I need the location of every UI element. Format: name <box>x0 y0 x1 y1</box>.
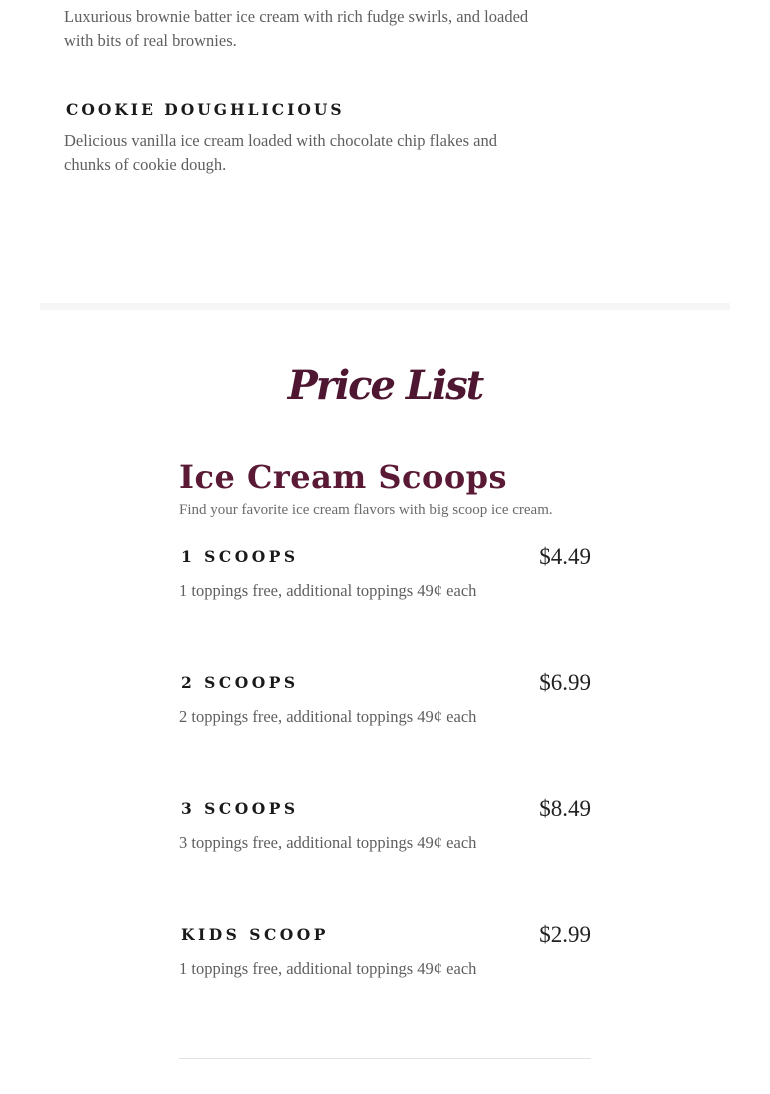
flavor-description: Delicious vanilla ice cream loaded with chocolate chip flakes and chunks of cookie dough. <box>64 131 497 174</box>
price-item-price: $2.99 <box>539 922 591 947</box>
price-item-description: 1 toppings free, additional toppings 49¢ each <box>179 581 477 600</box>
price-item-price: $6.99 <box>539 670 591 695</box>
price-item-price: $8.49 <box>539 796 591 821</box>
section-divider <box>40 303 730 310</box>
price-item-name: 1 SCOOPS <box>181 547 299 566</box>
section-subtitle: Find your favorite ice cream flavors with big scoop ice cream. <box>179 502 553 518</box>
flavor-name: COOKIE DOUGHLICIOUS <box>66 100 345 119</box>
price-item <box>179 922 591 1035</box>
bottom-divider <box>179 1058 591 1059</box>
price-item-description: 3 toppings free, additional toppings 49¢ each <box>179 833 477 852</box>
price-list-title: Price List <box>287 362 483 409</box>
price-item-name: 3 SCOOPS <box>181 799 299 818</box>
price-item <box>179 796 591 909</box>
price-item <box>179 670 591 783</box>
price-item-price: $4.49 <box>539 544 591 569</box>
flavor-description: Luxurious brownie batter ice cream with rich fudge swirls, and loaded with bits of real brownies. <box>64 7 529 50</box>
price-item-name: 2 SCOOPS <box>181 673 299 692</box>
price-item <box>179 544 591 657</box>
price-item-description: 1 toppings free, additional toppings 49¢ each <box>179 959 477 978</box>
price-item-description: 2 toppings free, additional toppings 49¢ each <box>179 707 477 726</box>
price-item-name: KIDS SCOOP <box>181 925 329 944</box>
section-title: Ice Cream Scoops <box>179 458 508 496</box>
